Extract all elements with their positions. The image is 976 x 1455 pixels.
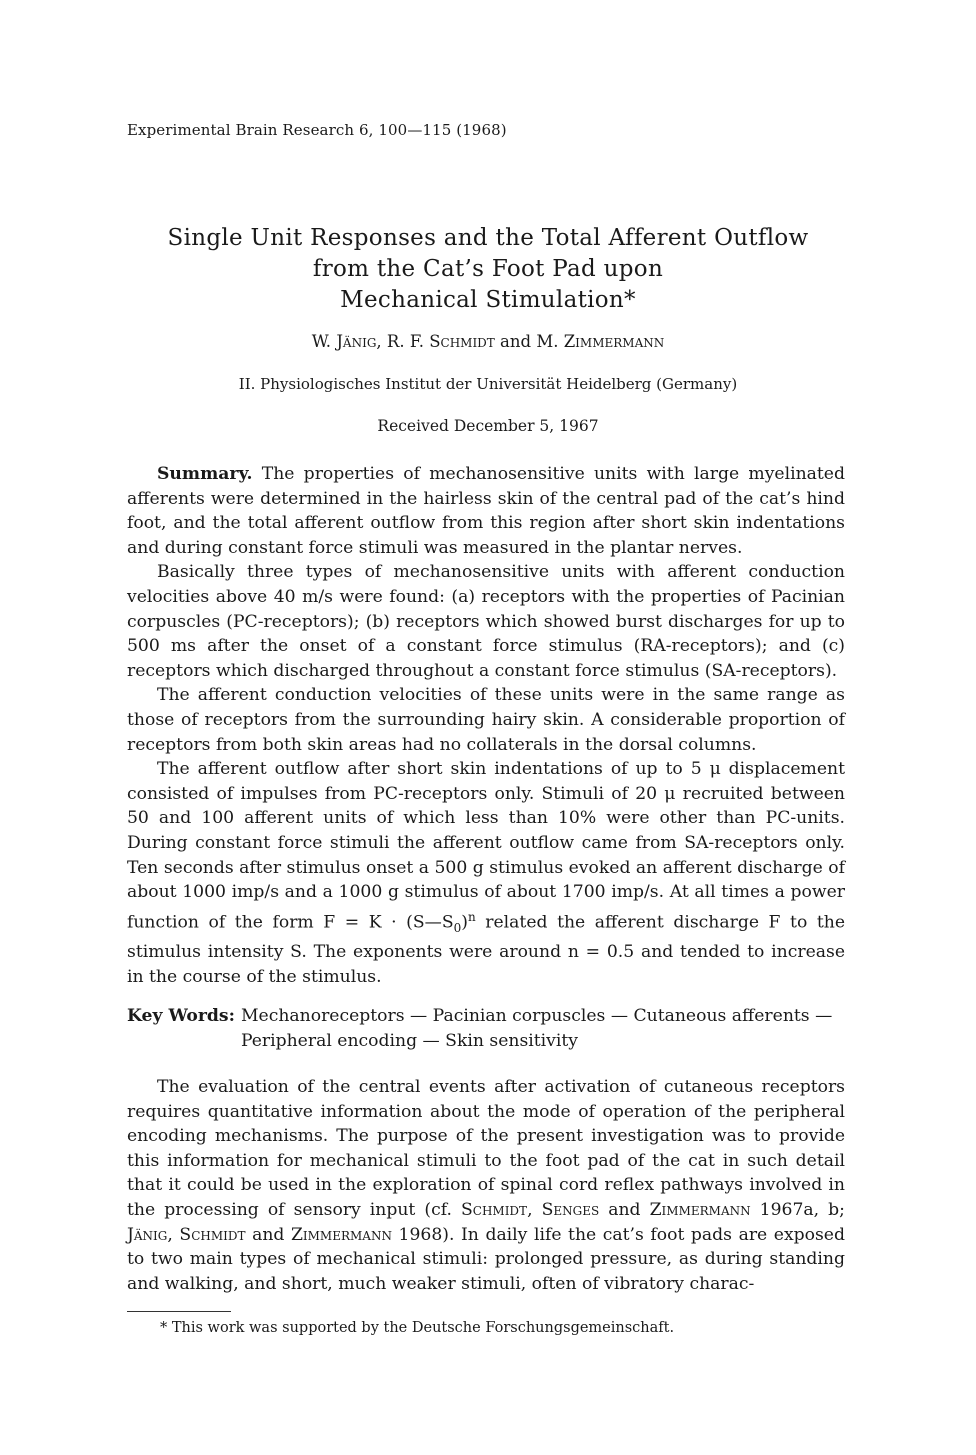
- journal-citation: Experimental Brain Research 6, 100—115 (1968): [127, 121, 507, 139]
- keywords-section: [127, 1004, 857, 1053]
- keywords-line-1: Mechanoreceptors — Pacinian corpuscles — Cutaneous afferents —: [240, 1006, 833, 1026]
- received-date: Received December 5, 1967: [377, 417, 599, 435]
- author-list: [0, 332, 976, 351]
- intro-text: 1967a, b;: [750, 1199, 845, 1220]
- author-1-name: Jänig: [336, 332, 377, 351]
- citation-author: Senges: [541, 1199, 600, 1220]
- intro-text: ,: [527, 1199, 542, 1220]
- citation-author: Zimmermann: [290, 1224, 392, 1245]
- intro-text: and: [599, 1199, 650, 1220]
- summary-paragraph-1: [127, 462, 845, 560]
- summary-text-1: The properties of mechanosensitive units with large myelinated afferents were determined in the hairless skin of the central pad of the cat’s hind foot, and the total afferent outflow from this region after short skin indentations and during constant force stimuli was measured in the plantar nerves.: [127, 464, 845, 558]
- introduction-section: [127, 1075, 845, 1296]
- citation-author: Schmidt: [179, 1224, 246, 1245]
- formula-exponent: n: [467, 909, 476, 924]
- intro-text: 1968). In daily life the cat’s foot pads are exposed to two main types of mechanical stimuli: prolonged pressure, as during standing and walking, and short, much weaker stimuli, often of vibratory charac-: [127, 1224, 845, 1294]
- author-3-name: Zimmermann: [563, 332, 665, 351]
- citation-author: Zimmermann: [649, 1199, 751, 1220]
- summary-paragraph-3: The afferent conduction velocities of these units were in the same range as those of receptors from the surrounding hairy skin. A considerable proportion of receptors from both skin areas had no collaterals in the dorsal columns.: [127, 685, 845, 755]
- citation-author: Jänig: [127, 1224, 168, 1245]
- summary-label: Summary.: [157, 464, 253, 484]
- citation-author: Schmidt: [460, 1199, 528, 1220]
- summary-paragraph-4: [127, 757, 845, 990]
- formula-close: ): [461, 912, 468, 933]
- summary-text-4c: related the afferent discharge F to the stimulus intensity S. The exponents were around n = 0.5 and tended to increase in the course of the stimulus.: [127, 912, 846, 988]
- footnote: * This work was supported by the Deutsche Forschungsgemeinschaft.: [160, 1320, 675, 1336]
- summary-text-4a: The afferent outflow after short skin indentations of up to 5 μ displacement consisted of impulses from PC-receptors only. Stimuli of 20 μ recruited between 50 and 100 afferent units of which less than 10% were other than PC-units. During constant force stimuli the afferent outflow came from SA-receptors only. Ten seconds after stimulus onset a 500 g stimulus evoked an afferent discharge of about 1000 imp/s and a 1000 g stimulus of about 1700 imp/s. At all times a power function of the form F = K · (S—S: [127, 759, 845, 933]
- keywords-line-2: Peripheral encoding — Skin sensitivity: [240, 1030, 579, 1051]
- author-2-name: Schmidt: [429, 332, 495, 351]
- author-1-initial: W.: [311, 332, 337, 351]
- keywords-label: Key Words:: [127, 1006, 235, 1026]
- title-line-2: from the Cat’s Foot Pad upon: [312, 256, 664, 282]
- footnote-divider: [127, 1311, 231, 1312]
- intro-paragraph: [127, 1075, 845, 1296]
- title-line-3: Mechanical Stimulation*: [340, 287, 636, 313]
- author-separator-2: and M.: [494, 332, 564, 351]
- intro-text: and: [245, 1224, 291, 1245]
- author-separator-1: , R. F.: [376, 332, 430, 351]
- intro-text: The evaluation of the central events after activation of cutaneous receptors requires quantitative information about the mode of operation of the peripheral encoding mechanisms. The purpose of the present investigation was to provide this information for mechanical stimuli to the foot pad of the cat in such detail that it could be used in the exploration of spinal cord reflex pathways involved in the processing of sensory input (cf.: [127, 1077, 845, 1220]
- summary-paragraph-2: Basically three types of mechanosensitive units with afferent conduction velocities above 40 m/s were found: (a) receptors with the properties of Pacinian corpuscles (PC-receptors); (b) receptors which showed burst discharges for up to 500 ms after the onset of a constant force stimulus (RA-receptors); and (c) receptors which discharged throughout a constant force stimulus (SA-receptors).: [127, 562, 845, 681]
- title-line-1: Single Unit Responses and the Total Afferent Outflow: [167, 225, 809, 251]
- paper-title: [0, 223, 976, 316]
- formula-subscript: 0: [453, 920, 462, 935]
- summary-section: [127, 462, 845, 990]
- affiliation: II. Physiologisches Institut der Universität Heidelberg (Germany): [238, 375, 738, 393]
- intro-text: ,: [167, 1224, 180, 1245]
